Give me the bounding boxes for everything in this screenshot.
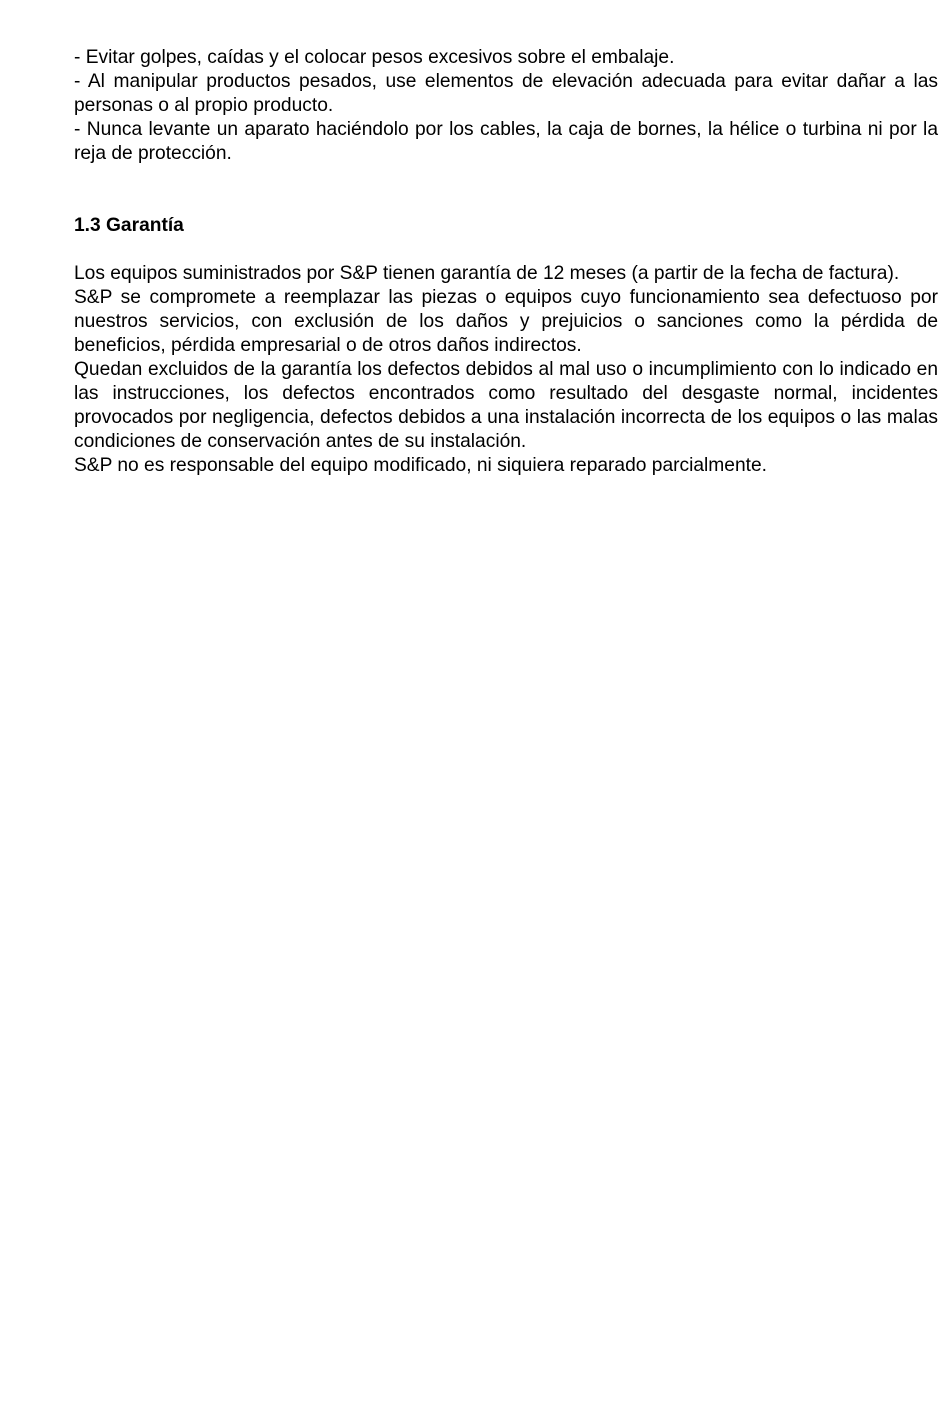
warranty-paragraph-period: Los equipos suministrados por S&P tienen garantía de 12 meses (a partir de la fecha de factura). [74,263,900,284]
spacer [74,238,938,262]
handling-item-lifting: - Nunca levante un aparato haciéndolo por los cables, la caja de bornes, la hélice o turbina ni por la reja de protección. [74,119,938,164]
handling-item-blows: - Evitar golpes, caídas y el colocar pesos excesivos sobre el embalaje. [74,47,675,68]
handling-item-heavy-products: - Al manipular productos pesados, use elementos de elevación adecuada para evitar dañar a las personas o al propio producto. [74,71,938,116]
section-heading-warranty: 1.3 Garantía [74,215,184,236]
warranty-paragraph-modified: S&P no es responsable del equipo modificado, ni siquiera reparado parcialmente. [74,455,767,476]
document-page [74,46,938,478]
warranty-paragraph-replacement: S&P se compromete a reemplazar las piezas o equipos cuyo funcionamiento sea defectuoso por nuestros servicios, con exclusión de los daños y prejuicios o sanciones como la pérdida de beneficios, pérdida empresarial o de otros daños indirectos. [74,287,938,356]
warranty-paragraph-exclusions: Quedan excluidos de la garantía los defectos debidos al mal uso o incumplimiento con lo indicado en las instrucciones, los defectos encontrados como resultado del desgaste normal, incidentes provocados por negligencia, defectos debidos a una instalación incorrecta de los equipos o las malas condiciones de conservación antes de su instalación. [74,359,938,452]
